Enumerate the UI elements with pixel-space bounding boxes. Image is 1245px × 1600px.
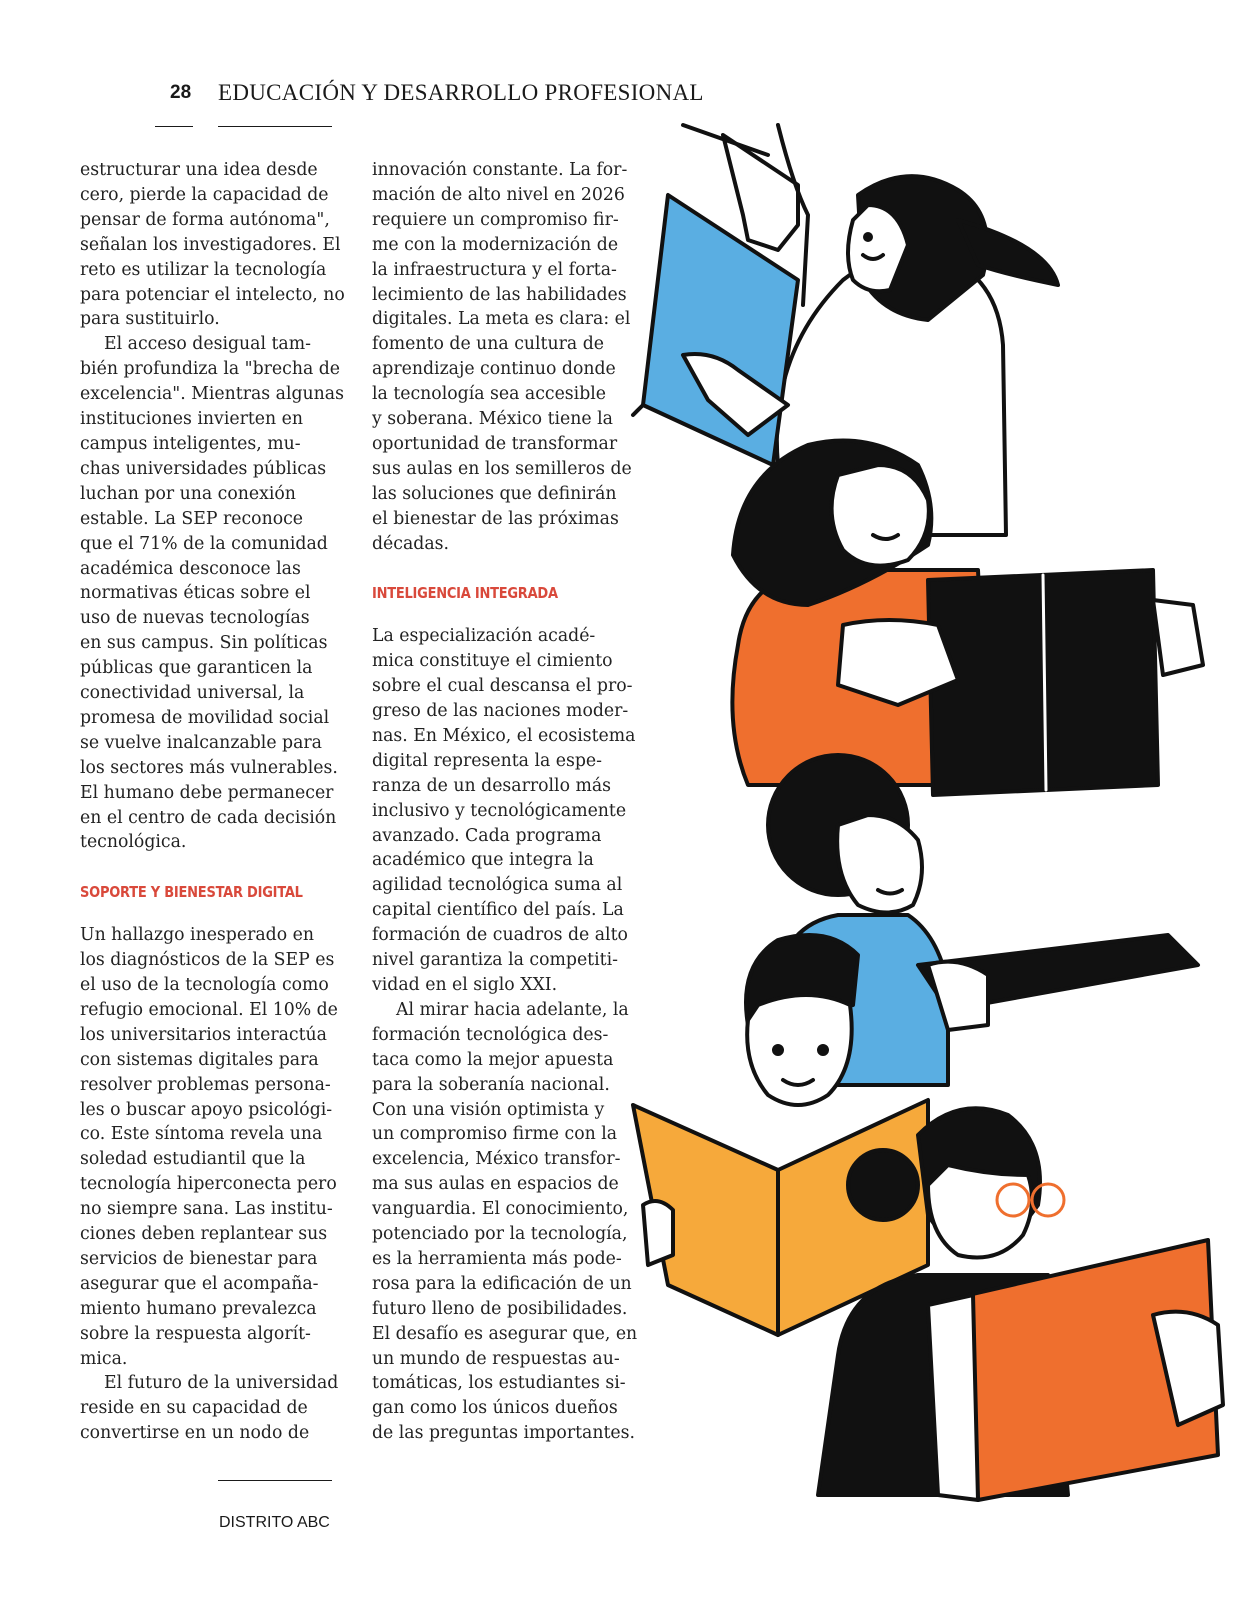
text-line: El desafío es asegurar que, en: [372, 1323, 638, 1344]
text-line: ranza de un desarrollo más: [372, 775, 612, 796]
text-line: luchan por una conexión: [80, 483, 296, 504]
text-line: resolver problemas persona-: [80, 1074, 331, 1095]
header-rule-left: [155, 126, 193, 127]
text-line: y soberana. México tiene la: [372, 409, 613, 430]
paragraph-gap: [372, 557, 640, 582]
text-line: vanguardia. El conocimiento,: [372, 1199, 629, 1220]
text-line: el bienestar de las próximas: [372, 508, 619, 529]
text-line: formación tecnológica des-: [372, 1024, 609, 1045]
text-line: taca como la mejor apuesta: [372, 1049, 614, 1070]
text-line: El futuro de la universidad: [104, 1373, 339, 1394]
text-line: El acceso desigual tam-: [104, 334, 311, 355]
section-subheading: INTELIGENCIA INTEGRADA: [372, 584, 558, 603]
text-line: capital científico del país. La: [372, 900, 624, 921]
students-reading-illustration: [628, 105, 1228, 1515]
text-line: campus inteligentes, mu-: [80, 433, 301, 454]
text-line: normativas éticas sobre el: [80, 583, 311, 604]
text-line: potenciado por la tecnología,: [372, 1224, 628, 1245]
text-line: los diagnósticos de la SEP es: [80, 950, 335, 971]
paragraph-gap: [80, 855, 348, 880]
text-line: académico que integra la: [372, 850, 594, 871]
paragraph-gap: [372, 606, 640, 624]
text-line: el uso de la tecnología como: [80, 974, 329, 995]
text-line: asegurar que el acompaña-: [80, 1273, 319, 1294]
text-line: para potenciar el intelecto, no: [80, 284, 345, 305]
text-line: La especialización acadé-: [372, 626, 596, 647]
text-line: rosa para la edificación de un: [372, 1273, 632, 1294]
text-line: que el 71% de la comunidad: [80, 533, 328, 554]
text-line: excelencia, México transfor-: [372, 1149, 621, 1170]
text-line: excelencia". Mientras algunas: [80, 384, 344, 405]
section-subheading: SOPORTE Y BIENESTAR DIGITAL: [80, 883, 303, 902]
text-line: miento humano prevalezca: [80, 1298, 317, 1319]
text-line: los sectores más vulnerables.: [80, 757, 338, 778]
text-line: tomáticas, los estudiantes si-: [372, 1373, 626, 1394]
text-line: instituciones invierten en: [80, 409, 303, 430]
text-line: conectividad universal, la: [80, 683, 305, 704]
person-orange-book: [818, 1108, 1223, 1500]
text-line: Con una visión optimista y: [372, 1099, 605, 1120]
text-line: soledad estudiantil que la: [80, 1149, 306, 1170]
text-line: ciones deben replantear sus: [80, 1224, 328, 1245]
text-line: refugio emocional. El 10% de: [80, 999, 338, 1020]
text-line: de las preguntas importantes.: [372, 1423, 636, 1444]
text-line: chas universidades públicas: [80, 458, 327, 479]
text-line: en el centro de cada decisión: [80, 807, 337, 828]
text-line: para sustituirlo.: [80, 309, 220, 330]
text-line: académica desconoce las: [80, 558, 301, 579]
text-line: para la soberanía nacional.: [372, 1074, 610, 1095]
text-line: mica constituye el cimiento: [372, 651, 613, 672]
text-line: estable. La SEP reconoce: [80, 508, 304, 529]
section-title: EDUCACIÓN Y DESARROLLO PROFESIONAL: [218, 80, 704, 105]
text-line: sus aulas en los semilleros de: [372, 458, 632, 479]
text-line: inclusivo y tecnológicamente: [372, 800, 627, 821]
text-line: formación de cuadros de alto: [372, 925, 628, 946]
text-line: los universitarios interactúa: [80, 1024, 327, 1045]
text-line: estructurar una idea desde: [80, 160, 318, 180]
text-line: en sus campus. Sin políticas: [80, 633, 328, 654]
text-line: digital representa la espe-: [372, 750, 602, 771]
text-line: fomento de una cultura de: [372, 334, 604, 355]
text-line: agilidad tecnológica suma al: [372, 875, 623, 896]
text-line: convertirse en un nodo de: [80, 1423, 310, 1444]
text-line: es la herramienta más pode-: [372, 1248, 622, 1269]
text-line: décadas.: [372, 533, 449, 554]
text-line: aprendizaje continuo donde: [372, 359, 616, 380]
footer-rule: [218, 1480, 332, 1481]
text-line: la infraestructura y el forta-: [372, 259, 617, 280]
text-line: sobre el cual descansa el pro-: [372, 676, 633, 697]
page-number: 28: [170, 82, 192, 103]
text-line: digitales. La meta es clara: el: [372, 309, 631, 330]
text-line: avanzado. Cada programa: [372, 825, 602, 846]
text-line: se vuelve inalcanzable para: [80, 732, 322, 753]
text-line: les o buscar apoyo psicológi-: [80, 1099, 333, 1120]
text-line: co. Este síntoma revela una: [80, 1124, 323, 1145]
text-line: cero, pierde la capacidad de: [80, 184, 329, 205]
text-line: pensar de forma autónoma",: [80, 209, 330, 230]
text-line: promesa de movilidad social: [80, 707, 330, 728]
text-line: tecnología hiperconecta pero: [80, 1174, 337, 1195]
text-line: lecimiento de las habilidades: [372, 284, 627, 305]
text-line: las soluciones que definirán: [372, 483, 617, 504]
text-line: señalan los investigadores. El: [80, 234, 341, 255]
text-line: futuro lleno de posibilidades.: [372, 1298, 628, 1319]
text-line: la tecnología sea accesible: [372, 384, 607, 405]
text-line: requiere un compromiso fir-: [372, 209, 619, 230]
text-line: innovación constante. La for-: [372, 160, 628, 180]
text-line: gan como los únicos dueños: [372, 1398, 618, 1419]
text-line: Un hallazgo inesperado en: [80, 925, 314, 946]
text-line: sobre la respuesta algorít-: [80, 1323, 311, 1344]
text-line: Al mirar hacia adelante, la: [396, 999, 629, 1020]
header-rule-right: [218, 126, 332, 127]
publication-name: DISTRITO ABC: [219, 1514, 330, 1531]
text-line: uso de nuevas tecnologías: [80, 608, 310, 629]
text-line: reside en su capacidad de: [80, 1398, 308, 1419]
text-line: bién profundiza la "brecha de: [80, 359, 341, 380]
text-line: vidad en el siglo XXI.: [372, 974, 558, 995]
text-line: mación de alto nivel en 2026: [372, 184, 625, 205]
text-line: reto es utilizar la tecnología: [80, 259, 327, 280]
text-line: servicios de bienestar para: [80, 1248, 318, 1269]
text-line: me con la modernización de: [372, 234, 619, 255]
text-line: nivel garantiza la competiti-: [372, 950, 618, 971]
text-line: El humano debe permanecer: [80, 782, 334, 803]
text-line: nas. En México, el ecosistema: [372, 725, 636, 746]
text-line: ma sus aulas en espacios de: [372, 1174, 619, 1195]
text-line: oportunidad de transformar: [372, 433, 618, 454]
text-line: públicas que garanticen la: [80, 658, 313, 679]
text-line: un compromiso firme con la: [372, 1124, 618, 1145]
text-line: mica.: [80, 1348, 128, 1369]
text-line: un mundo de respuestas au-: [372, 1348, 620, 1369]
article-column-1: [80, 158, 348, 1446]
text-line: greso de las naciones moder-: [372, 701, 629, 722]
text-line: no siempre sana. Las institu-: [80, 1199, 333, 1220]
paragraph-gap: [80, 905, 348, 923]
text-line: tecnológica.: [80, 832, 187, 853]
article-column-2: [372, 158, 640, 1446]
text-line: con sistemas digitales para: [80, 1049, 319, 1070]
